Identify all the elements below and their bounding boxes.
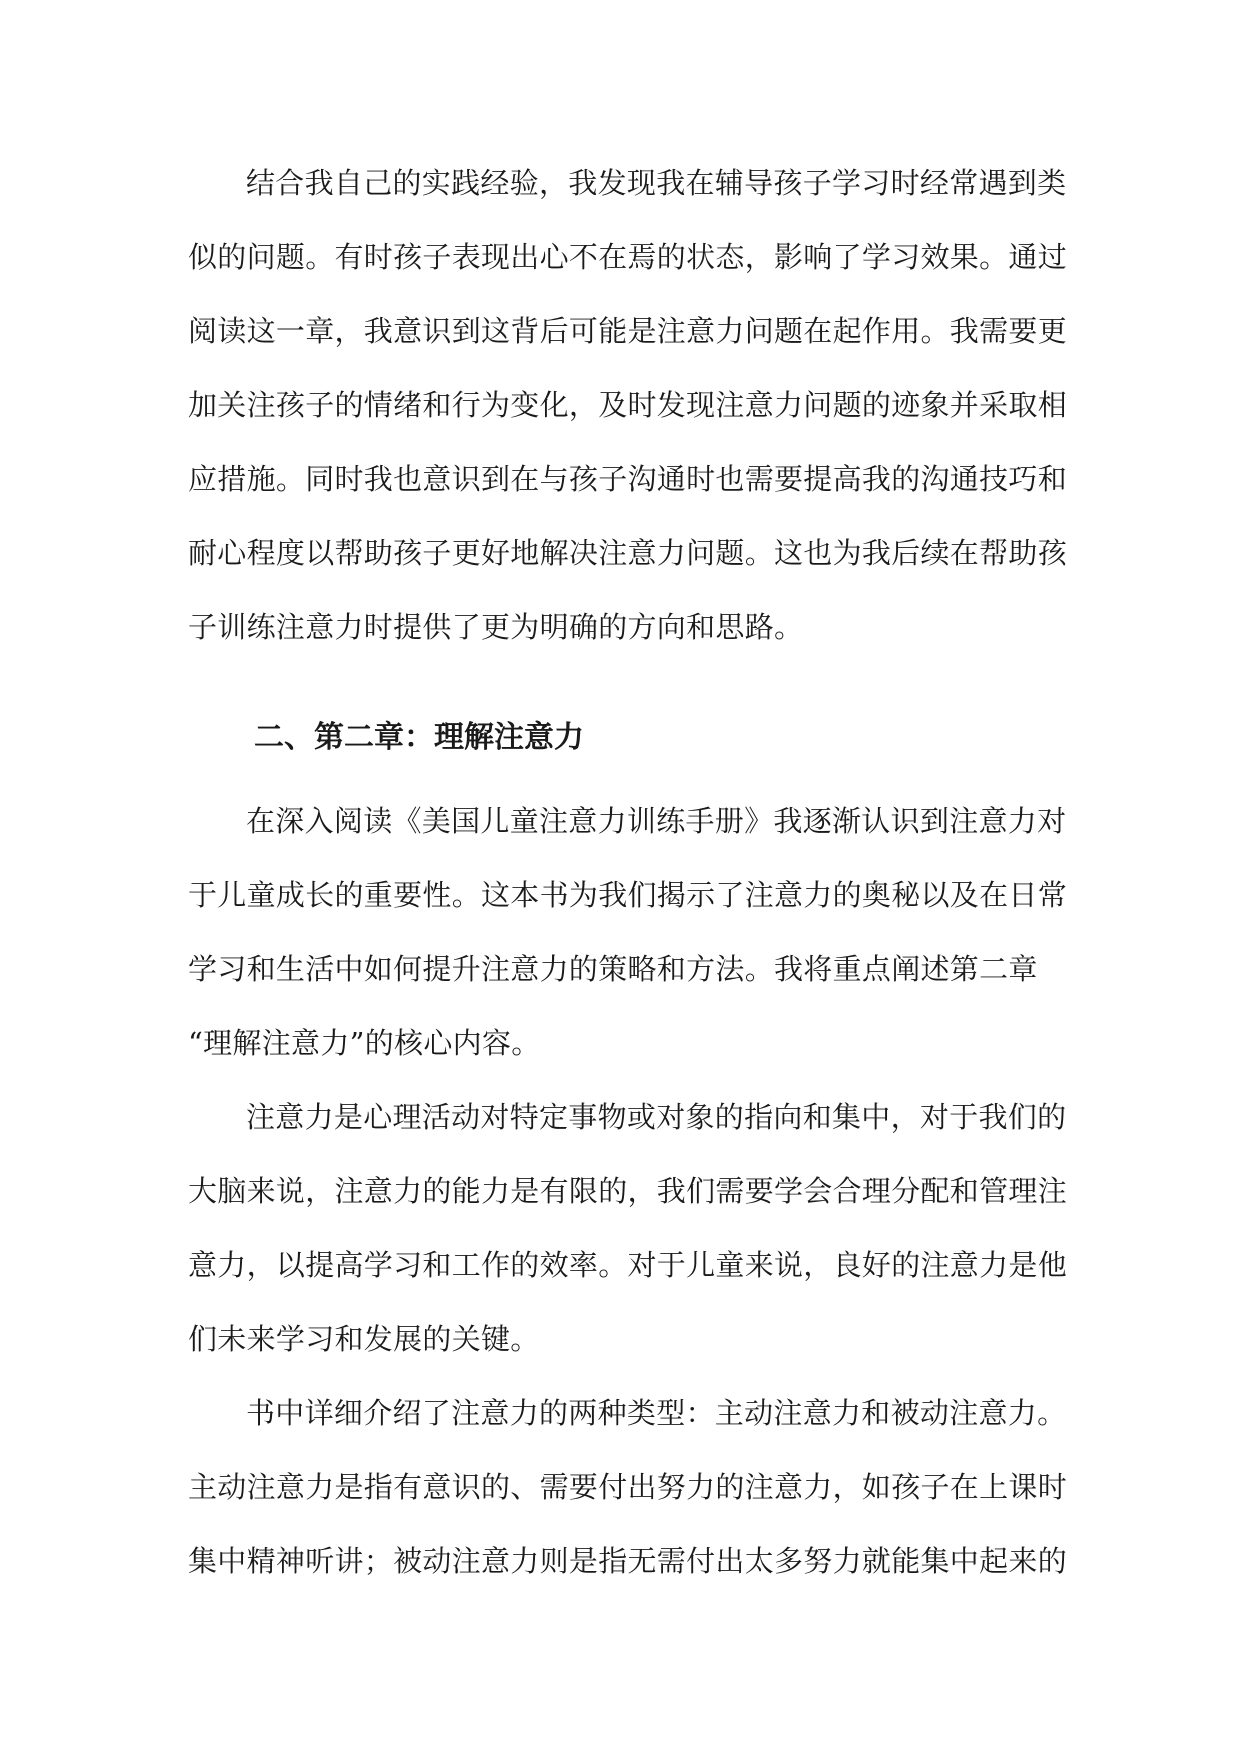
text-line: 书中详细介绍了注意力的两种类型：主动注意力和被动注意力。 [246,1396,1067,1430]
text-line: 在深入阅读《美国儿童注意力训练手册》我逐渐认识到注意力对 [246,804,1067,838]
paragraph-attention-definition [188,1080,1068,1376]
text-line: 意力，以提高学习和工作的效率。对于儿童来说，良好的注意力是他 [188,1248,1068,1282]
text-line: 注意力是心理活动对特定事物或对象的指向和集中，对于我们的 [246,1100,1067,1134]
document-body [188,146,1068,1598]
text-line: “理解注意力”的核心内容。 [188,1026,541,1060]
text-line: 们未来学习和发展的关键。 [188,1322,540,1356]
paragraph-attention-types [188,1376,1068,1598]
text-line: 大脑来说，注意力的能力是有限的，我们需要学会合理分配和管理注 [188,1174,1068,1208]
text-line: 加关注孩子的情绪和行为变化，及时发现注意力问题的迹象并采取相 [188,388,1068,422]
section-heading: 二、第二章：理解注意力 [254,720,584,755]
text-line: 于儿童成长的重要性。这本书为我们揭示了注意力的奥秘以及在日常 [188,878,1068,912]
paragraph-book-intro [188,784,1068,1080]
text-line: 主动注意力是指有意识的、需要付出努力的注意力，如孩子在上课时 [188,1470,1068,1504]
text-line: 应措施。同时我也意识到在与孩子沟通时也需要提高我的沟通技巧和 [188,462,1068,496]
text-line: 子训练注意力时提供了更为明确的方向和思路。 [188,610,804,644]
text-line: 似的问题。有时孩子表现出心不在焉的状态，影响了学习效果。通过 [188,240,1068,274]
text-line: 集中精神听讲；被动注意力则是指无需付出太多努力就能集中起来的 [188,1544,1068,1578]
text-line: 结合我自己的实践经验，我发现我在辅导孩子学习时经常遇到类 [246,166,1067,200]
text-line: 学习和生活中如何提升注意力的策略和方法。我将重点阐述第二章 [188,952,1038,986]
paragraph-practice-experience [188,146,1068,664]
text-line: 耐心程度以帮助孩子更好地解决注意力问题。这也为我后续在帮助孩 [188,536,1068,570]
text-line: 阅读这一章，我意识到这背后可能是注意力问题在起作用。我需要更 [188,314,1068,348]
